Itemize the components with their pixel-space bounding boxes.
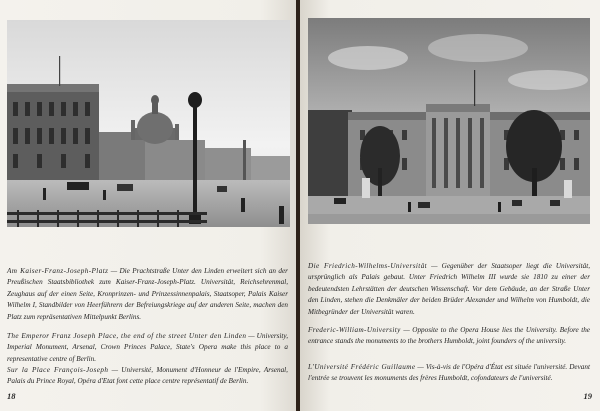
- page-number: 18: [7, 391, 16, 401]
- caption-french-lead: Sur la Place François-Joseph: [7, 366, 109, 374]
- caption-french-body: — Vis-à-vis de l'Opéra d'État est située l'université. Devant l'entrée se trouvent les monuments des frères Humboldt, cofondateurs de l'université.: [308, 363, 590, 383]
- caption-german-lead: Die Friedrich-Wilhelms-Universität: [308, 262, 428, 270]
- caption-french-lead: L'Université Frédéric Guillaume: [308, 363, 416, 371]
- caption-english-lead: The Emperor Franz Joseph Place, the end of the street Unter den Linden: [7, 332, 247, 340]
- caption-german: [308, 261, 590, 318]
- caption-french: [7, 365, 288, 388]
- caption-german-body: — Gegenüber der Staatsoper liegt die Universität, ursprünglich als Palais gebaut. Unter Friedrich Wilhelm III wurde sie 1810 zu einer der bedeutendsten Lehrstätten der deutschen Wissenschaft. Vor dem Gebäude, an der Straße Unter den Linden, stehen die Denkmäler der beiden Brüder Alexander und Wilhelm von Humboldt, die Mitbegründer der Universität waren.: [308, 262, 590, 316]
- caption-german-lead: Am Kaiser-Franz-Joseph-Platz: [7, 267, 109, 275]
- caption-german-body: — Die Prachtstraße Unter den Linden erweitert sich an der Preußischen Staatsbibliothek zum Kaiser-Franz-Joseph-Platz. Universität, Reichsehrenmal, Zeughaus auf der einen Seite, Kronprinzen- und Prinzessinnenpalais, Staatsoper, Palais Kaiser Wilhelm I, Standbilder von Heerführern der Befreiungskriege auf der anderen Seite, machen den Platz zum repräsentativen Mittelpunkt Berlins.: [7, 267, 288, 321]
- caption-french: [308, 362, 590, 385]
- caption-english: [7, 331, 288, 365]
- photo-friedrich-wilhelms-universitaet: [308, 18, 590, 224]
- caption-english-lead: Frederic-William-University: [308, 326, 401, 334]
- caption-english: [308, 325, 590, 348]
- page-number: 19: [583, 391, 592, 401]
- caption-english-body: — University, Imperial Monument, Arsenal, Crown Princes Palace, State's Opera make this place to a representative centre of Berlin.: [7, 332, 288, 363]
- caption-german: [7, 266, 288, 323]
- right-page: [300, 0, 600, 411]
- photo-kaiser-franz-joseph-platz: [7, 20, 290, 227]
- caption-french-body: — Université, Monument d'Honneur de l'Empire, Arsenal, Palais du Prince Royal, Opéra d'Etat font cette place centre représentatif de Berlin.: [7, 366, 288, 386]
- caption-english-body: — Opposite to the Opera House lies the University. Before the entrance stands the monuments to the brothers Humboldt, joint founders of the university.: [308, 326, 590, 346]
- left-page: [0, 0, 296, 411]
- photograph-icon: [308, 18, 590, 224]
- photograph-icon: [7, 20, 290, 227]
